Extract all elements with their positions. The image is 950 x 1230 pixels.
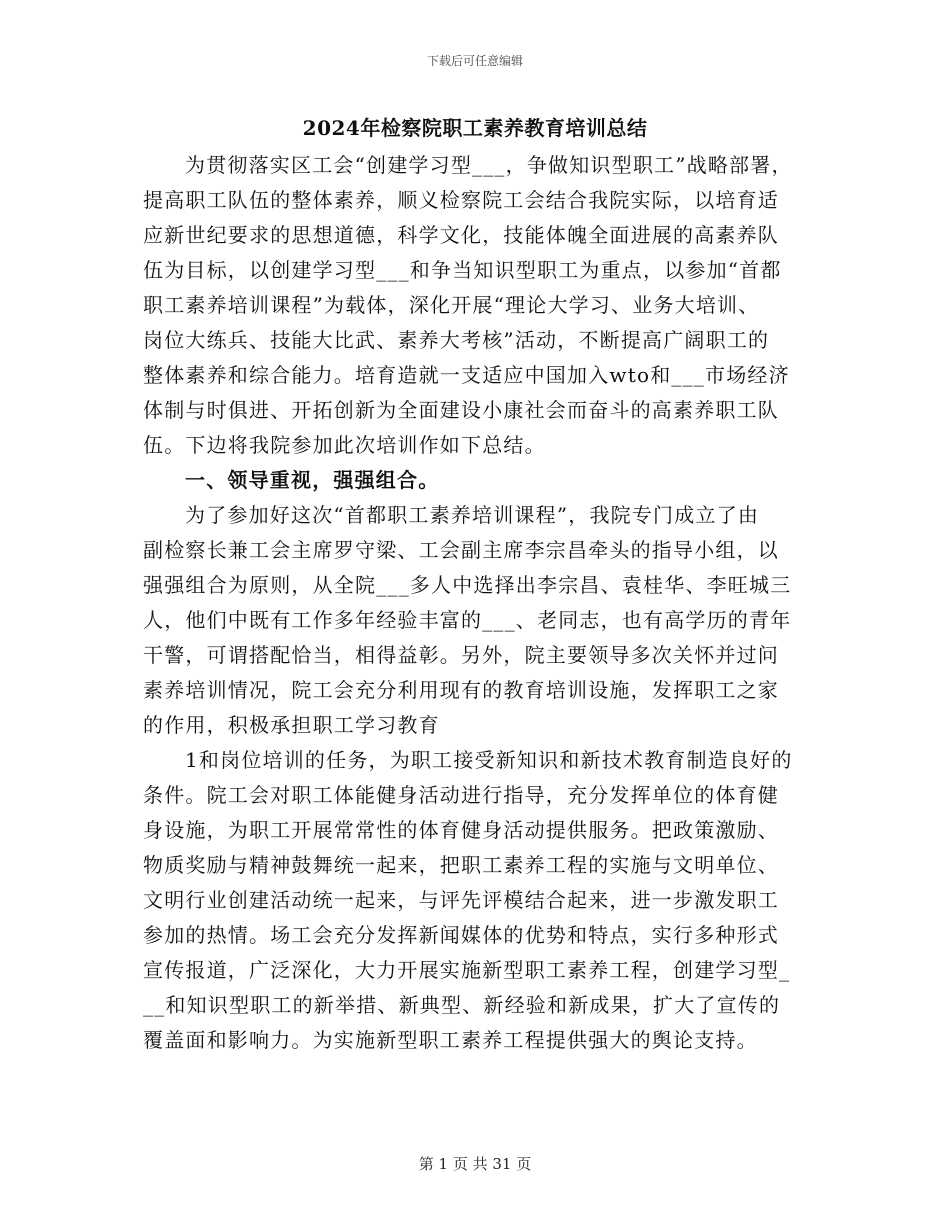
paragraph-line: 为贯彻落实区工会“创建学习型___，争做知识型职工”战略部署，	[185, 153, 793, 177]
paragraph-line: 职工素养培训课程”为载体，深化开展“理论大学习、业务大培训、	[143, 293, 760, 317]
paragraph-line: 素养培训情况，院工会充分利用现有的教育培训设施，发挥职工之家	[143, 678, 779, 702]
paragraph-line: 覆盖面和影响力。为实施新型职工素养工程提供强大的舆论支持。	[143, 1028, 758, 1052]
paragraph-line: 物质奖励与精神鼓舞统一起来，把职工素养工程的实施与文明单位、	[143, 853, 779, 877]
paragraph-line: 提高职工队伍的整体素养，顺义检察院工会结合我院实际，以培育适	[143, 188, 779, 212]
paragraph-line: 强强组合为原则，从全院___多人中选择出李宗昌、袁桂华、李旺城三	[143, 573, 792, 597]
paragraph-line: 参加的热情。场工会充分发挥新闻媒体的优势和特点，实行多种形式	[143, 923, 779, 947]
paragraph-line: 岗位大练兵、技能大比武、素养大考核”活动，不断提高广阔职工的	[143, 328, 770, 352]
paragraph-line: 副检察长兼工会主席罗守梁、工会副主席李宗昌牵头的指导小组，以	[143, 538, 779, 562]
paragraph-line: 的作用，积极承担职工学习教育	[143, 713, 440, 737]
paragraph-line: 体制与时俱进、开拓创新为全面建设小康社会而奋斗的高素养职工队	[143, 398, 779, 422]
paragraph-line: 整体素养和综合能力。培育造就一支适应中国加入wto和___市场经济	[143, 363, 790, 387]
paragraph-line: 宣传报道，广泛深化，大力开展实施新型职工素养工程，创建学习型_	[143, 958, 791, 982]
paragraph-line: 人，他们中既有工作多年经验丰富的___、老同志，也有高学历的青年	[143, 608, 792, 632]
paragraph-line: 身设施，为职工开展常常性的体育健身活动提供服务。把政策激励、	[143, 818, 779, 842]
paragraph-line: 文明行业创建活动统一起来，与评先评模结合起来，进一步激发职工	[143, 888, 779, 912]
paragraph-line: 应新世纪要求的思想道德，科学文化，技能体魄全面进展的高素养队	[143, 223, 779, 247]
page-number: 第 1 页 共 31 页	[418, 1155, 532, 1173]
paragraph-line: 为了参加好这次“首都职工素养培训课程”，我院专门成立了由	[185, 503, 760, 527]
paragraph-line: 伍为目标，以创建学习型___和争当知识型职工为重点，以参加“首都	[143, 258, 782, 282]
paragraph-line: 干警，可谓搭配恰当，相得益彰。另外，院主要领导多次关怀并过问	[143, 643, 779, 667]
paragraph-line: 1和岗位培训的任务，为职工接受新知识和新技术教育制造良好的	[185, 748, 793, 772]
paragraph-line: 条件。院工会对职工体能健身活动进行指导，充分发挥单位的体育健	[143, 783, 779, 807]
section-heading: 一、领导重视，强强组合。	[185, 468, 440, 492]
document-title: 2024年检察院职工素养教育培训总结	[302, 116, 648, 140]
paragraph-line: __和知识型职工的新举措、新典型、新经验和新成果，扩大了宣传的	[143, 993, 781, 1017]
paragraph-line: 伍。下边将我院参加此次培训作如下总结。	[143, 433, 546, 457]
page-header-note: 下载后可任意编辑	[426, 54, 523, 68]
